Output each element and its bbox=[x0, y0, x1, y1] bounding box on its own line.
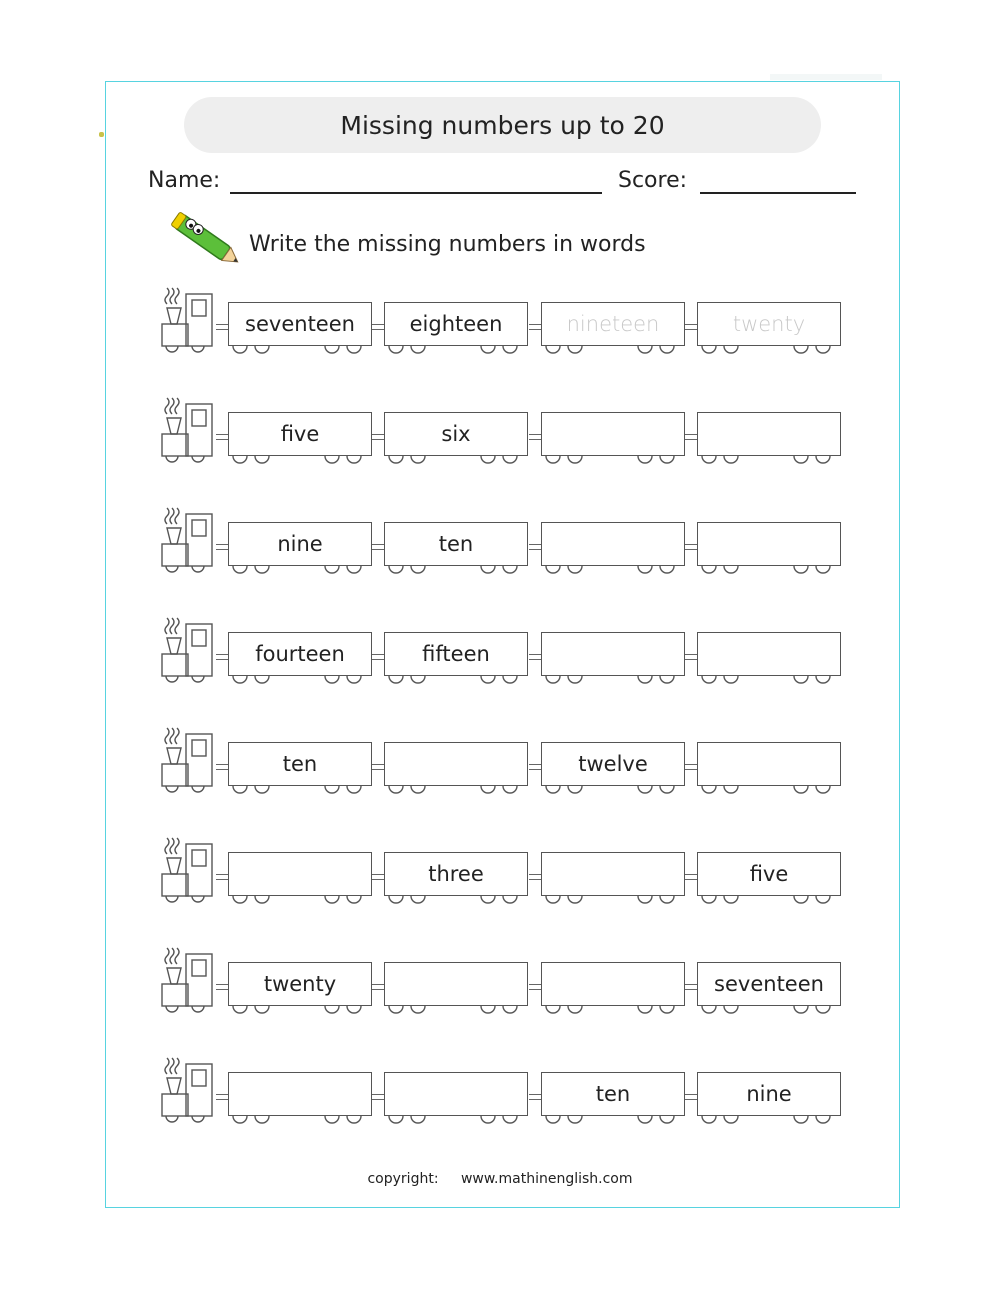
instruction-text: Write the missing numbers in words bbox=[249, 232, 646, 257]
car-wheels-icon bbox=[228, 675, 372, 687]
train-engine-icon bbox=[158, 946, 220, 1016]
car-wheels-icon bbox=[541, 565, 685, 577]
car-coupler bbox=[216, 434, 228, 440]
train-row bbox=[158, 726, 848, 798]
name-line[interactable] bbox=[230, 192, 602, 194]
car-word: ten bbox=[438, 532, 474, 556]
answer-box[interactable] bbox=[384, 962, 528, 1006]
car-coupler bbox=[372, 984, 384, 990]
car-word: fifteen bbox=[422, 642, 490, 666]
car-wheels-icon bbox=[697, 455, 841, 467]
train-car bbox=[228, 522, 372, 566]
margin-mark bbox=[99, 132, 104, 137]
car-wheels-icon bbox=[384, 345, 528, 357]
car-wheels-icon bbox=[541, 675, 685, 687]
car-word: eighteen bbox=[409, 312, 503, 336]
car-wheels-icon bbox=[228, 1115, 372, 1127]
train-row bbox=[158, 1056, 848, 1128]
train-car bbox=[384, 412, 528, 456]
name-score-row bbox=[148, 164, 860, 198]
car-coupler bbox=[685, 654, 697, 660]
site-url: www.mathinenglish.com bbox=[460, 1171, 633, 1187]
answer-box[interactable] bbox=[541, 412, 685, 456]
answer-box[interactable] bbox=[384, 1072, 528, 1116]
car-word: ten bbox=[282, 752, 318, 776]
car-wheels-icon bbox=[697, 785, 841, 797]
car-word: five bbox=[749, 862, 789, 886]
car-coupler bbox=[685, 1094, 697, 1100]
car-wheels-icon bbox=[228, 345, 372, 357]
car-word: six bbox=[441, 422, 471, 446]
car-word: nine bbox=[277, 532, 323, 556]
car-wheels-icon bbox=[228, 1005, 372, 1017]
car-coupler bbox=[372, 434, 384, 440]
answer-box[interactable] bbox=[541, 852, 685, 896]
train-car bbox=[228, 742, 372, 786]
answer-box[interactable] bbox=[541, 962, 685, 1006]
car-wheels-icon bbox=[541, 1005, 685, 1017]
car-coupler bbox=[529, 1094, 541, 1100]
worksheet-title bbox=[184, 97, 821, 153]
car-word: seventeen bbox=[245, 312, 355, 336]
car-coupler bbox=[529, 544, 541, 550]
train-car bbox=[541, 742, 685, 786]
train-car bbox=[697, 1072, 841, 1116]
car-wheels-icon bbox=[541, 785, 685, 797]
car-coupler bbox=[529, 764, 541, 770]
train-row bbox=[158, 396, 848, 468]
train-car bbox=[228, 962, 372, 1006]
car-wheels-icon bbox=[384, 1005, 528, 1017]
car-wheels-icon bbox=[697, 565, 841, 577]
answer-box[interactable] bbox=[541, 522, 685, 566]
car-wheels-icon bbox=[697, 675, 841, 687]
car-coupler bbox=[216, 764, 228, 770]
train-engine-icon bbox=[158, 286, 220, 356]
train-row bbox=[158, 946, 848, 1018]
car-word: twenty bbox=[732, 312, 806, 336]
train-car bbox=[384, 852, 528, 896]
answer-box[interactable] bbox=[697, 742, 841, 786]
car-wheels-icon bbox=[697, 895, 841, 907]
train-car bbox=[541, 302, 685, 346]
train-car bbox=[228, 632, 372, 676]
train-car bbox=[384, 632, 528, 676]
answer-box[interactable] bbox=[384, 742, 528, 786]
train-row bbox=[158, 286, 848, 358]
car-coupler bbox=[529, 434, 541, 440]
train-row bbox=[158, 836, 848, 908]
car-coupler bbox=[685, 434, 697, 440]
car-coupler bbox=[372, 654, 384, 660]
car-coupler bbox=[372, 764, 384, 770]
car-coupler bbox=[372, 324, 384, 330]
score-label: Score: bbox=[618, 168, 688, 193]
name-label: Name: bbox=[148, 168, 221, 193]
corner-decoration bbox=[770, 74, 882, 80]
car-wheels-icon bbox=[384, 675, 528, 687]
car-word: three bbox=[428, 862, 484, 886]
pencil-mascot-icon bbox=[166, 208, 246, 274]
car-coupler bbox=[216, 874, 228, 880]
car-word: ten bbox=[595, 1082, 631, 1106]
train-car bbox=[384, 302, 528, 346]
answer-box[interactable] bbox=[228, 852, 372, 896]
car-wheels-icon bbox=[541, 455, 685, 467]
car-wheels-icon bbox=[697, 1005, 841, 1017]
car-coupler bbox=[372, 874, 384, 880]
car-coupler bbox=[372, 1094, 384, 1100]
car-word: five bbox=[280, 422, 320, 446]
car-coupler bbox=[529, 874, 541, 880]
car-coupler bbox=[685, 984, 697, 990]
footer bbox=[0, 1171, 1000, 1187]
train-engine-icon bbox=[158, 396, 220, 466]
car-coupler bbox=[216, 654, 228, 660]
car-coupler bbox=[685, 324, 697, 330]
car-wheels-icon bbox=[228, 785, 372, 797]
car-wheels-icon bbox=[697, 1115, 841, 1127]
answer-box[interactable] bbox=[697, 632, 841, 676]
car-word: nineteen bbox=[566, 312, 660, 336]
copyright-label: copyright: bbox=[367, 1171, 439, 1187]
train-row bbox=[158, 506, 848, 578]
car-coupler bbox=[529, 984, 541, 990]
car-coupler bbox=[685, 874, 697, 880]
title-text: Missing numbers up to 20 bbox=[340, 110, 665, 140]
car-wheels-icon bbox=[384, 785, 528, 797]
score-line[interactable] bbox=[700, 192, 856, 194]
answer-box[interactable] bbox=[541, 632, 685, 676]
train-car bbox=[541, 1072, 685, 1116]
answer-box[interactable] bbox=[228, 1072, 372, 1116]
car-coupler bbox=[216, 984, 228, 990]
train-row bbox=[158, 616, 848, 688]
car-wheels-icon bbox=[228, 565, 372, 577]
car-wheels-icon bbox=[541, 345, 685, 357]
car-coupler bbox=[372, 544, 384, 550]
car-wheels-icon bbox=[541, 895, 685, 907]
car-wheels-icon bbox=[384, 895, 528, 907]
car-wheels-icon bbox=[384, 1115, 528, 1127]
car-wheels-icon bbox=[384, 565, 528, 577]
train-engine-icon bbox=[158, 1056, 220, 1126]
car-word: fourteen bbox=[255, 642, 345, 666]
car-word: nine bbox=[746, 1082, 792, 1106]
train-engine-icon bbox=[158, 506, 220, 576]
car-wheels-icon bbox=[228, 455, 372, 467]
train-engine-icon bbox=[158, 616, 220, 686]
train-engine-icon bbox=[158, 836, 220, 906]
train-car bbox=[697, 302, 841, 346]
answer-box[interactable] bbox=[697, 522, 841, 566]
car-coupler bbox=[685, 764, 697, 770]
car-coupler bbox=[216, 1094, 228, 1100]
car-wheels-icon bbox=[228, 895, 372, 907]
train-car bbox=[228, 302, 372, 346]
train-engine-icon bbox=[158, 726, 220, 796]
train-car bbox=[384, 522, 528, 566]
train-car bbox=[697, 852, 841, 896]
car-word: seventeen bbox=[714, 972, 824, 996]
car-word: twelve bbox=[578, 752, 648, 776]
car-wheels-icon bbox=[697, 345, 841, 357]
car-coupler bbox=[685, 544, 697, 550]
car-coupler bbox=[216, 324, 228, 330]
car-coupler bbox=[529, 654, 541, 660]
car-word: twenty bbox=[263, 972, 337, 996]
car-wheels-icon bbox=[541, 1115, 685, 1127]
train-car bbox=[697, 962, 841, 1006]
car-wheels-icon bbox=[384, 455, 528, 467]
answer-box[interactable] bbox=[697, 412, 841, 456]
car-coupler bbox=[216, 544, 228, 550]
car-coupler bbox=[529, 324, 541, 330]
train-car bbox=[228, 412, 372, 456]
